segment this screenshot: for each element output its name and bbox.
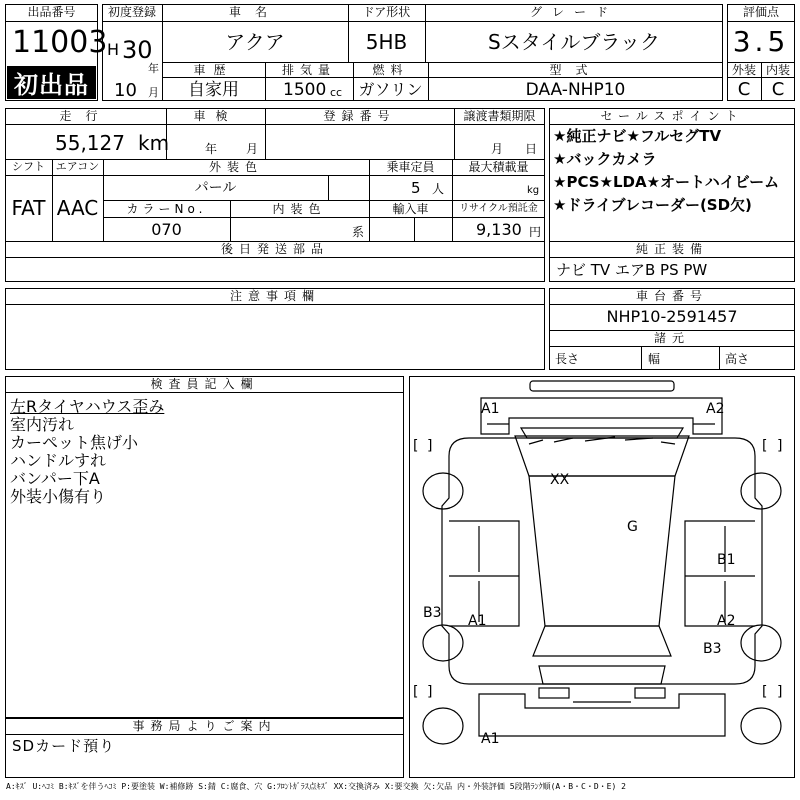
transfer-month-unit: 月 bbox=[491, 142, 504, 156]
reg-year-unit: 年 bbox=[148, 62, 159, 75]
inspector-note: カーペット焦げ小 bbox=[10, 433, 139, 452]
inspector-note: 外装小傷有り bbox=[10, 487, 107, 506]
sales-label: セールスポイント bbox=[600, 109, 744, 123]
recycle-unit: 円 bbox=[529, 225, 542, 239]
equipment-value: ナビ TV エアB PS PW bbox=[556, 261, 708, 279]
later-parts-label: 後日発送部品 bbox=[220, 242, 329, 256]
transfer-day-unit: 日 bbox=[525, 142, 538, 156]
load-unit: kg bbox=[527, 185, 540, 196]
color-no-value: 070 bbox=[151, 220, 182, 239]
door-label: ドア形状 bbox=[362, 5, 411, 19]
inspection-label: 車検 bbox=[193, 109, 238, 123]
shift-label: シフト bbox=[12, 160, 45, 173]
inspector-notes bbox=[10, 398, 164, 506]
score-value: 3.5 bbox=[732, 25, 790, 58]
door-value: 5HB bbox=[365, 30, 408, 54]
car-diagram bbox=[409, 376, 795, 778]
svg-text:[: [ bbox=[413, 684, 419, 700]
ac-value: AAC bbox=[56, 196, 99, 220]
caution-label: 注意事項欄 bbox=[229, 289, 320, 303]
reg-month-unit: 月 bbox=[148, 86, 159, 99]
reg-year: 30 bbox=[122, 36, 153, 64]
history-label: 車歴 bbox=[193, 63, 234, 77]
svg-text:]: ] bbox=[427, 684, 433, 700]
era: H bbox=[107, 40, 120, 59]
fuel-value: ガソリン bbox=[358, 80, 423, 99]
chassis-label: 車台番号 bbox=[635, 289, 708, 303]
mileage-label: 走行 bbox=[59, 109, 112, 123]
capacity-label: 乗車定員 bbox=[386, 160, 435, 174]
history-value: 自家用 bbox=[188, 80, 239, 100]
height-label: 高さ bbox=[725, 352, 750, 366]
model-label: 型式 bbox=[549, 63, 602, 77]
plate-label: 登録番号 bbox=[323, 109, 396, 123]
mark-left-rear-door: A1 bbox=[468, 613, 487, 629]
int-color-label: 内装色 bbox=[272, 202, 327, 216]
svg-text:]: ] bbox=[427, 438, 433, 454]
capacity-unit: 人 bbox=[432, 182, 445, 196]
mark-front-left: A1 bbox=[481, 401, 500, 417]
exterior-label: 外装 bbox=[731, 63, 756, 77]
mark-rear-bumper: A1 bbox=[481, 731, 500, 747]
displacement-label: 排気量 bbox=[281, 63, 336, 77]
svg-text:[: [ bbox=[413, 438, 419, 454]
first-reg-label: 初度登録 bbox=[107, 5, 156, 19]
displacement-unit: cc bbox=[330, 86, 343, 99]
lot-label: 出品番号 bbox=[27, 5, 76, 19]
equipment-label: 純正装備 bbox=[635, 242, 708, 256]
transfer-label: 譲渡書類期限 bbox=[463, 109, 536, 123]
legend: A:ｷｽﾞ U:ﾍｺﾐ B:ｷｽﾞを伴うﾍｺﾐ P:要塗装 W:補修跡 S:錆 C:腐食、穴 G:ﾌﾛﾝﾄｶﾞﾗｽ点ｷｽﾞ XX:交換済み X:要交換 欠:欠品 内・外装評価 5段階ﾗﾝｸ順(A・B・C・D・E) 2 bbox=[6, 782, 626, 791]
fuel-label: 燃料 bbox=[372, 63, 409, 77]
svg-text:[: [ bbox=[762, 438, 768, 454]
interior-label: 内装 bbox=[765, 63, 790, 77]
mark-right-rear-fender: B3 bbox=[703, 641, 722, 657]
car-name: アクア bbox=[225, 30, 285, 54]
sales-point-4: ★ドライブレコーダー(SD欠) bbox=[553, 196, 752, 214]
office-label: 事務局よりご案内 bbox=[132, 719, 277, 733]
int-color-unit: 系 bbox=[352, 225, 365, 239]
mark-front-right: A2 bbox=[706, 401, 725, 417]
color-label: 外装色 bbox=[208, 160, 263, 174]
interior-grade: C bbox=[771, 79, 785, 100]
model-value: DAA-NHP10 bbox=[525, 80, 626, 100]
grade-value: Sスタイルブラック bbox=[488, 30, 660, 54]
mark-glass: G bbox=[627, 519, 638, 535]
svg-text:]: ] bbox=[777, 438, 783, 454]
displacement-value: 1500 bbox=[283, 80, 327, 100]
load-label: 最大積載量 bbox=[468, 160, 529, 174]
mileage-value: 55,127 bbox=[55, 131, 125, 155]
chassis-number: NHP10-2591457 bbox=[606, 307, 738, 326]
inspector-note: バンパー下A bbox=[10, 469, 100, 488]
ac-label: エアコン bbox=[55, 160, 100, 173]
capacity-value: 5 bbox=[411, 179, 421, 197]
color-no-label: カラーNo. bbox=[126, 202, 207, 216]
mark-right-front-door: B1 bbox=[717, 552, 736, 568]
svg-text:[: [ bbox=[762, 684, 768, 700]
car-name-label: 車名 bbox=[228, 5, 281, 19]
lot-number: 11003 bbox=[12, 25, 108, 60]
score-label: 評価点 bbox=[742, 5, 779, 19]
shift-value: FAT bbox=[11, 196, 46, 220]
mark-right-rear-door: A2 bbox=[717, 613, 736, 629]
inspector-label: 検査員記入欄 bbox=[150, 377, 259, 391]
reg-month: 10 bbox=[114, 80, 137, 101]
grade-label: グレード bbox=[529, 5, 618, 19]
inspection-year-unit: 年 bbox=[205, 142, 218, 156]
inspection-month-unit: 月 bbox=[246, 142, 259, 156]
width-label: 幅 bbox=[648, 352, 661, 366]
recycle-value: 9,130 bbox=[476, 220, 522, 239]
sales-point-1: ★純正ナビ★フルセグTV bbox=[553, 127, 722, 145]
inspector-note: 左Rタイヤハウス歪み bbox=[10, 397, 165, 416]
svg-text:]: ] bbox=[777, 684, 783, 700]
exterior-grade: C bbox=[737, 79, 751, 100]
dims-label: 諸元 bbox=[653, 331, 690, 345]
mileage-unit: km bbox=[138, 131, 170, 155]
mark-roof: XX bbox=[550, 472, 570, 488]
sales-point-3: ★PCS★LDA★オートハイビーム bbox=[553, 173, 780, 191]
office-note: SDカード預り bbox=[12, 737, 116, 755]
sales-point-2: ★バックカメラ bbox=[553, 150, 657, 168]
recycle-label: リサイクル預託金 bbox=[459, 203, 538, 214]
inspector-note: 室内汚れ bbox=[10, 415, 75, 434]
color-value: パール bbox=[194, 180, 237, 196]
mark-left-rear-fender: B3 bbox=[423, 605, 442, 621]
first-listing-badge: 初出品 bbox=[7, 66, 96, 99]
inspector-note: ハンドルすれ bbox=[10, 451, 107, 470]
length-label: 長さ bbox=[555, 352, 580, 366]
import-label: 輸入車 bbox=[392, 202, 429, 216]
